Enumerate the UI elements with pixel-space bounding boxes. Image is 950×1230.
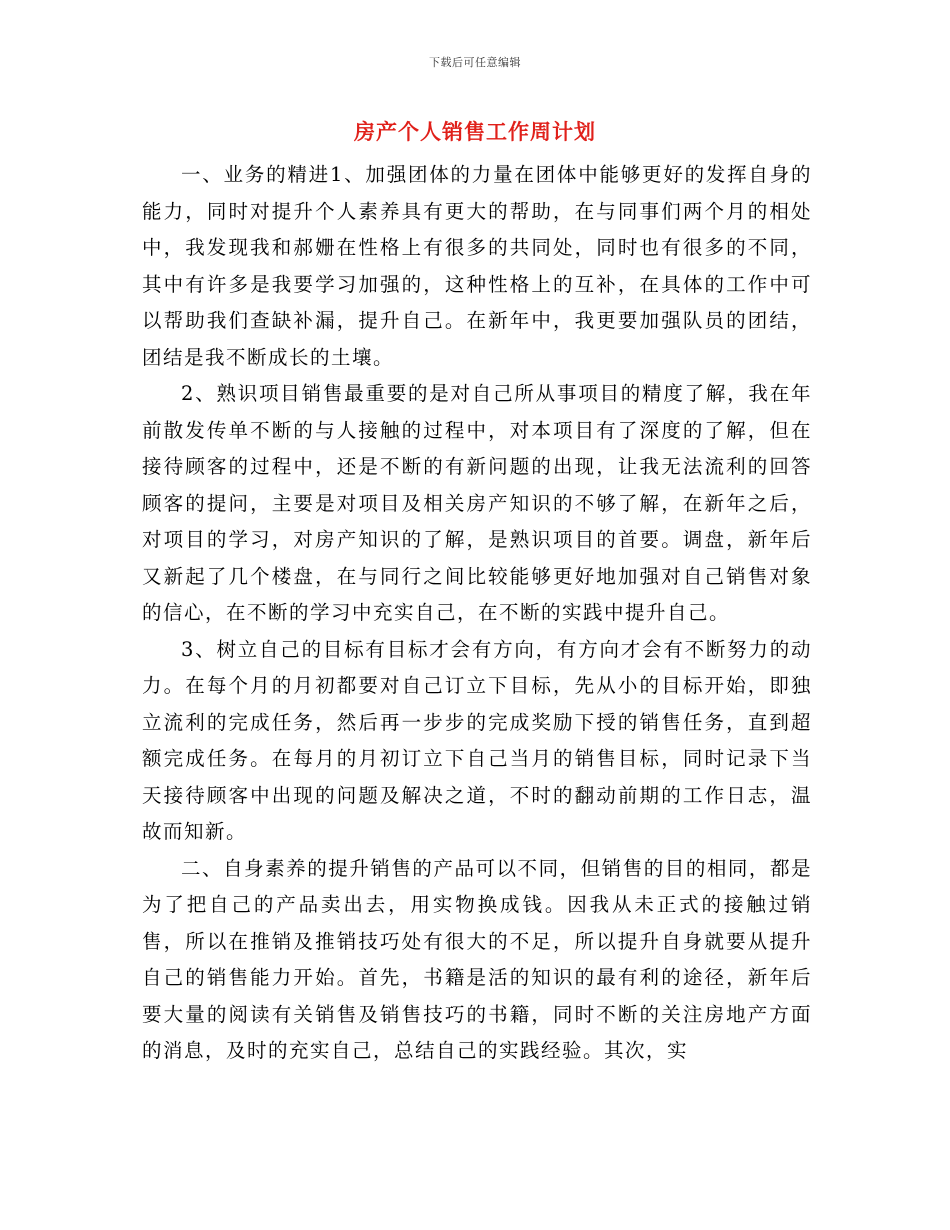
document-body (142, 157, 812, 1070)
paragraph-1: 一、业务的精进1、加强团体的力量在团体中能够更好的发挥自身的能力，同时对提升个人素养具有更大的帮助，在与同事们两个月的相处中，我发现我和郝姗在性格上有很多的共同处，同时也有很多的不同，其中有许多是我要学习加强的，这种性格上的互补，在具体的工作中可以帮助我们查缺补漏，提升自己。在新年中，我更要加强队员的团结，团结是我不断成长的土壤。 (142, 163, 812, 369)
paragraph-2: 2、熟识项目销售最重要的是对自己所从事项目的精度了解，我在年前散发传单不断的与人接触的过程中，对本项目有了深度的了解，但在接待顾客的过程中，还是不断的有新问题的出现，让我无法流利的回答顾客的提问，主要是对项目及相关房产知识的不够了解，在新年之后，对项目的学习，对房产知识的了解，是熟识项目的首要。调盘，新年后又新起了几个楼盘，在与同行之间比较能够更好地加强对自己销售对象的信心，在不断的学习中充实自己，在不断的实践中提升自己。 (142, 382, 812, 624)
paragraph-3: 3、树立自己的目标有目标才会有方向，有方向才会有不断努力的动力。在每个月的月初都要对自己订立下目标，先从小的目标开始，即独立流利的完成任务，然后再一步步的完成奖励下授的销售任务，直到超额完成任务。在每月的月初订立下自己当月的销售目标，同时记录下当天接待顾客中出现的问题及解决之道，不时的翻动前期的工作日志，温故而知新。 (142, 637, 812, 843)
paragraph-4: 二、自身素养的提升销售的产品可以不同，但销售的目的相同，都是为了把自己的产品卖出去，用实物换成钱。因我从未正式的接触过销售，所以在推销及推销技巧处有很大的不足，所以提升自身就要从提升自己的销售能力开始。首先，书籍是活的知识的最有利的途径，新年后要大量的阅读有关销售及销售技巧的书籍，同时不断的关注房地产方面的消息，及时的充实自己，总结自己的实践经验。其次，实 (142, 856, 812, 1062)
header-note: 下载后可任意编辑 (429, 56, 521, 69)
document-title: 房产个人销售工作周计划 (354, 119, 596, 144)
